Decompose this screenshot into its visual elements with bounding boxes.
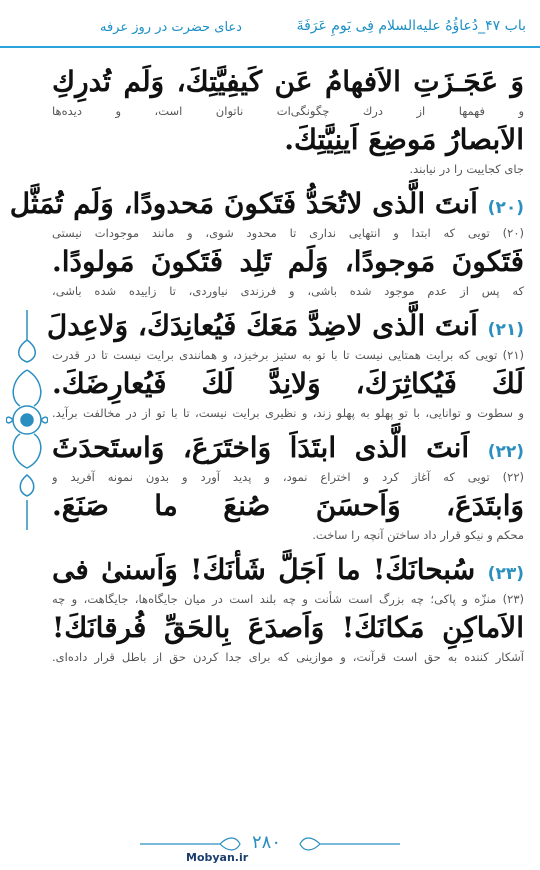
arabic-line bbox=[46, 306, 524, 346]
arabic-text: سُبحانَكَ! ما اَجَلَّ شَأنَكَ! وَاَسنیٰ فی bbox=[52, 553, 476, 586]
verse-number: (۲۳) bbox=[487, 564, 524, 584]
site-watermark: Mobyan.ir bbox=[186, 851, 249, 864]
persian-translation: آشكار كننده به حق است قرآنت، و موازينی كه برای جدا كردن حق از باطل قرار داده‌ای. bbox=[52, 650, 524, 664]
persian-translation: (۲۰) تويی كه ابتدا و انتهايی نداری تا محدود شوی، و مانند موجودات نيستی bbox=[52, 226, 524, 240]
persian-translation: و فهمها از درك چگونگی‌ات ناتوان است، و ديده‌ها bbox=[52, 104, 524, 118]
persian-translation: كه پس از عدم موجود شده باشی، و فرزندی نياوردی، تا زاييده شده باشی، bbox=[52, 284, 524, 298]
footer-right-ornament-icon bbox=[290, 834, 400, 854]
verse-number: (۲۱) bbox=[487, 320, 524, 340]
page-subtitle: دعای حضرت در روز عرفه bbox=[100, 20, 242, 35]
persian-translation: محكم و نيكو قرار داد ساختن آنچه را ساخت. bbox=[312, 528, 524, 542]
arabic-line: وَابتَدَعَ، وَاَحسَنَ صُنعَ ما صَنَعَ. bbox=[52, 489, 524, 522]
arabic-text: اَنتَ الَّذی لاضِدَّ مَعَكَ فَيُعانِدَكَ، وَلاعِدلَ bbox=[46, 309, 478, 342]
arabic-text: اَنتَ الَّذی لاتُحَدُّ فَتَكونَ مَحدودًا، وَلَم تُمَثَّل bbox=[9, 187, 478, 220]
page-footer bbox=[0, 822, 540, 870]
persian-translation: (۲۱) تويی كه برايت همتايی نيست تا با تو به ستيز برخيزد، و همانندی برايت نيست تا در قدرت bbox=[52, 348, 524, 362]
persian-translation: (۲۳) منزّه و پاکی؛ چه بزرگ است شأنت و چه بلند است در ميان جايگاه‌ها، جايگاهت، و چه bbox=[52, 592, 524, 606]
arabic-line bbox=[9, 184, 524, 224]
page-number: ۲۸۰ bbox=[252, 832, 282, 853]
arabic-line: الاَماكِنِ مَكانَكَ! وَاَصدَعَ بِالحَقِّ فُرقانَكَ! bbox=[52, 611, 524, 644]
page-content bbox=[9, 62, 525, 742]
side-ornament-icon bbox=[6, 310, 48, 530]
arabic-line: الاَبصارُ مَوضِعَ اَينِيَّتِكَ. bbox=[284, 123, 524, 156]
arabic-line: وَ عَجَـزَتِ الاَفهامُ عَن كَيفِيَّتِكَ، وَلَم تُدرِكِ bbox=[52, 65, 524, 98]
arabic-line bbox=[52, 550, 524, 590]
persian-translation: و سطوت و توانايی، با تو پهلو به پهلو زند، و نظيری برايت نيست، تا با تو از در مخالفت برآيد. bbox=[52, 406, 524, 420]
arabic-line bbox=[52, 428, 524, 468]
arabic-line: لَكَ فَيُكاثِرَكَ، وَلانِدَّ لَكَ فَيُعارِضَكَ. bbox=[52, 367, 524, 400]
persian-translation: (۲۲) تويی كه آغاز كرد و اختراع نمود، و پديد آورد و بدون نمونه آفريد و bbox=[52, 470, 524, 484]
chapter-title: باب ۴۷_دُعاؤُهُ علیه‌السلام فِی یَومِ عَرَفَةَ bbox=[296, 18, 526, 34]
verse-number: (۲۲) bbox=[487, 442, 525, 462]
verse-number: (۲۰) bbox=[487, 198, 524, 218]
arabic-text: اَنتَ الَّذی ابتَدَاَ وَاختَرَعَ، وَاستَحدَثَ bbox=[52, 431, 470, 464]
arabic-line: فَتَكونَ مَوجودًا، وَلَم تَلِد فَتَكونَ مَولودًا. bbox=[52, 245, 524, 278]
header-rule bbox=[0, 46, 540, 48]
page-header bbox=[0, 0, 540, 58]
persian-translation: جای كجاييت را در نيابند. bbox=[409, 162, 524, 176]
